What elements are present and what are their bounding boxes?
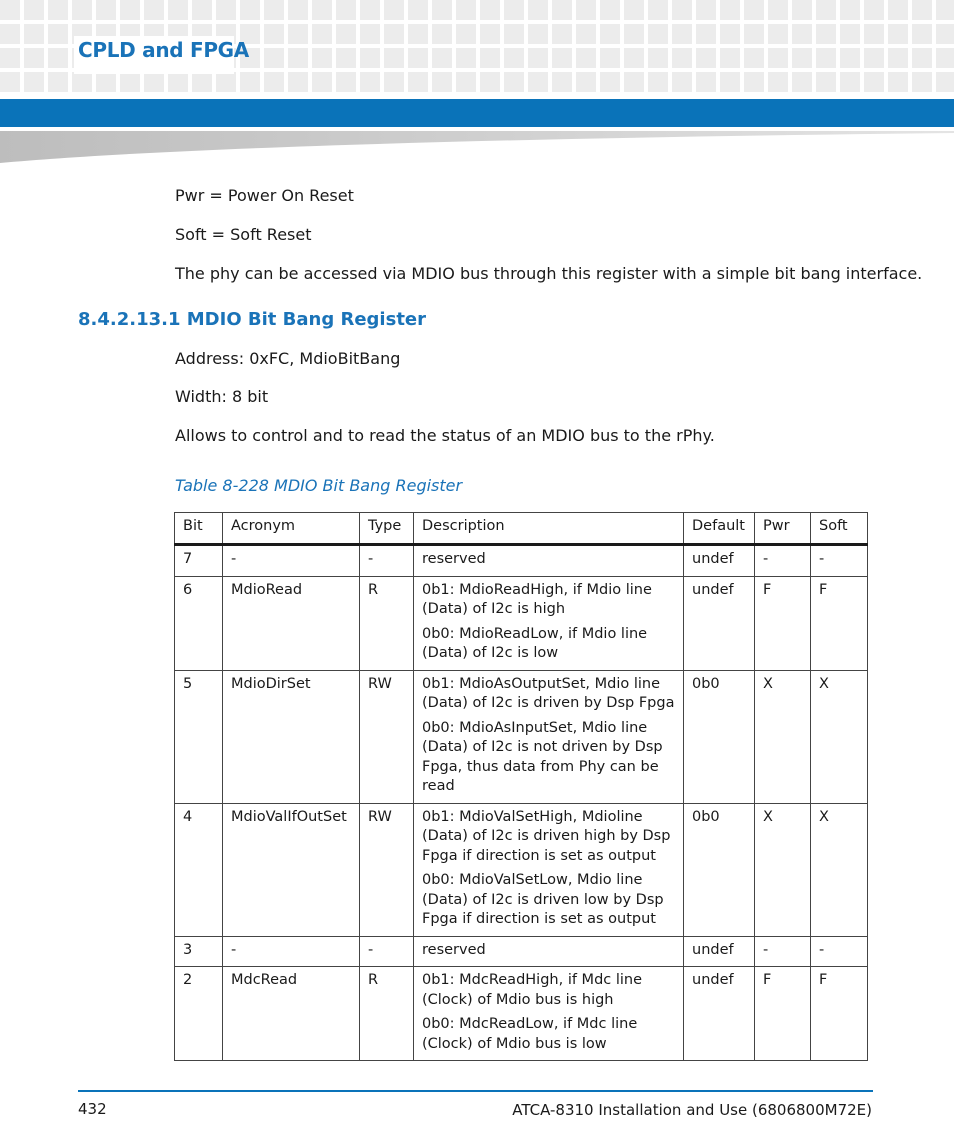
cell-default: 0b0 bbox=[684, 670, 755, 803]
cell-pwr: X bbox=[755, 670, 811, 803]
cell-type: RW bbox=[360, 803, 414, 936]
cell-soft: F bbox=[811, 576, 868, 670]
header-blue-bar bbox=[0, 99, 954, 127]
cell-soft: X bbox=[811, 803, 868, 936]
cell-acronym: MdcRead bbox=[223, 967, 360, 1061]
cell-type: R bbox=[360, 967, 414, 1061]
cell-soft: - bbox=[811, 936, 868, 967]
cell-acronym: MdioDirSet bbox=[223, 670, 360, 803]
description-line: reserved bbox=[422, 551, 486, 567]
cell-default: undef bbox=[684, 967, 755, 1061]
cell-type: RW bbox=[360, 670, 414, 803]
cell-soft: X bbox=[811, 670, 868, 803]
description-line: 0b0: MdcReadLow, if Mdc line (Clock) of Mdio bus is low bbox=[422, 1016, 638, 1052]
description-line: 0b0: MdioAsInputSet, Mdio line (Data) of I2c is not driven by Dsp Fpga, thus data from Phy can be read bbox=[422, 719, 663, 794]
table-caption: Table 8-228 MDIO Bit Bang Register bbox=[175, 476, 463, 495]
table-row bbox=[175, 967, 868, 1061]
cell-description bbox=[414, 576, 684, 670]
cell-default: undef bbox=[684, 576, 755, 670]
cell-pwr: X bbox=[755, 803, 811, 936]
cell-description bbox=[414, 967, 684, 1061]
table-row bbox=[175, 670, 868, 803]
description-line: 0b1: MdioValSetHigh, Mdioline (Data) of I2c is driven high by Dsp Fpga if direction is set as output bbox=[422, 808, 671, 864]
register-table bbox=[174, 512, 868, 1061]
table-row bbox=[175, 936, 868, 967]
cell-acronym: MdioValIfOutSet bbox=[223, 803, 360, 936]
column-header-acronym: Acronym bbox=[223, 513, 360, 545]
cell-type: - bbox=[360, 936, 414, 967]
column-header-description: Description bbox=[414, 513, 684, 545]
cell-default: undef bbox=[684, 545, 755, 577]
description-line: 0b0: MdioReadLow, if Mdio line (Data) of I2c is low bbox=[422, 625, 648, 661]
column-header-bit: Bit bbox=[175, 513, 223, 545]
cell-default: undef bbox=[684, 936, 755, 967]
document-title: ATCA-8310 Installation and Use (6806800M72E) bbox=[512, 1101, 872, 1119]
register-width: Width: 8 bit bbox=[175, 387, 269, 406]
pwr-definition: Pwr = Power On Reset bbox=[175, 186, 354, 205]
cell-pwr: - bbox=[755, 936, 811, 967]
cell-bit: 6 bbox=[175, 576, 223, 670]
chapter-title: CPLD and FPGA bbox=[78, 38, 249, 62]
cell-bit: 5 bbox=[175, 670, 223, 803]
cell-bit: 4 bbox=[175, 803, 223, 936]
section-heading: 8.4.2.13.1 MDIO Bit Bang Register bbox=[78, 309, 427, 330]
cell-type: - bbox=[360, 545, 414, 577]
phy-access-note: The phy can be accessed via MDIO bus through this register with a simple bit bang interface. bbox=[175, 264, 923, 283]
description-line: 0b0: MdioValSetLow, Mdio line (Data) of I2c is driven low by Dsp Fpga if direction is set as output bbox=[422, 872, 664, 927]
page-number: 432 bbox=[78, 1100, 107, 1118]
table-row bbox=[175, 545, 868, 577]
cell-pwr: - bbox=[755, 545, 811, 577]
cell-pwr: F bbox=[755, 967, 811, 1061]
table-row bbox=[175, 803, 868, 936]
cell-bit: 2 bbox=[175, 967, 223, 1061]
column-header-soft: Soft bbox=[811, 513, 868, 545]
cell-bit: 3 bbox=[175, 936, 223, 967]
register-summary: Allows to control and to read the status of an MDIO bus to the rPhy. bbox=[175, 426, 715, 445]
cell-description bbox=[414, 936, 684, 967]
cell-acronym: MdioRead bbox=[223, 576, 360, 670]
cell-bit: 7 bbox=[175, 545, 223, 577]
cell-soft: - bbox=[811, 545, 868, 577]
soft-definition: Soft = Soft Reset bbox=[175, 225, 312, 244]
header-gray-swoosh bbox=[0, 131, 954, 163]
column-header-type: Type bbox=[360, 513, 414, 545]
cell-default: 0b0 bbox=[684, 803, 755, 936]
cell-description bbox=[414, 803, 684, 936]
table-header-row bbox=[175, 513, 868, 545]
cell-description bbox=[414, 545, 684, 577]
cell-soft: F bbox=[811, 967, 868, 1061]
description-line: reserved bbox=[422, 941, 486, 958]
description-line: 0b1: MdioAsOutputSet, Mdio line (Data) of I2c is driven by Dsp Fpga bbox=[422, 675, 675, 711]
cell-pwr: F bbox=[755, 576, 811, 670]
description-line: 0b1: MdcReadHigh, if Mdc line (Clock) of Mdio bus is high bbox=[422, 972, 643, 1008]
table-row bbox=[175, 576, 868, 670]
cell-acronym: - bbox=[223, 545, 360, 577]
footer-rule bbox=[78, 1090, 873, 1092]
description-line: 0b1: MdioReadHigh, if Mdio line (Data) of I2c is high bbox=[422, 581, 652, 617]
column-header-default: Default bbox=[684, 513, 755, 545]
register-address: Address: 0xFC, MdioBitBang bbox=[175, 349, 401, 368]
cell-acronym: - bbox=[223, 936, 360, 967]
column-header-pwr: Pwr bbox=[755, 513, 811, 545]
cell-type: R bbox=[360, 576, 414, 670]
cell-description bbox=[414, 670, 684, 803]
